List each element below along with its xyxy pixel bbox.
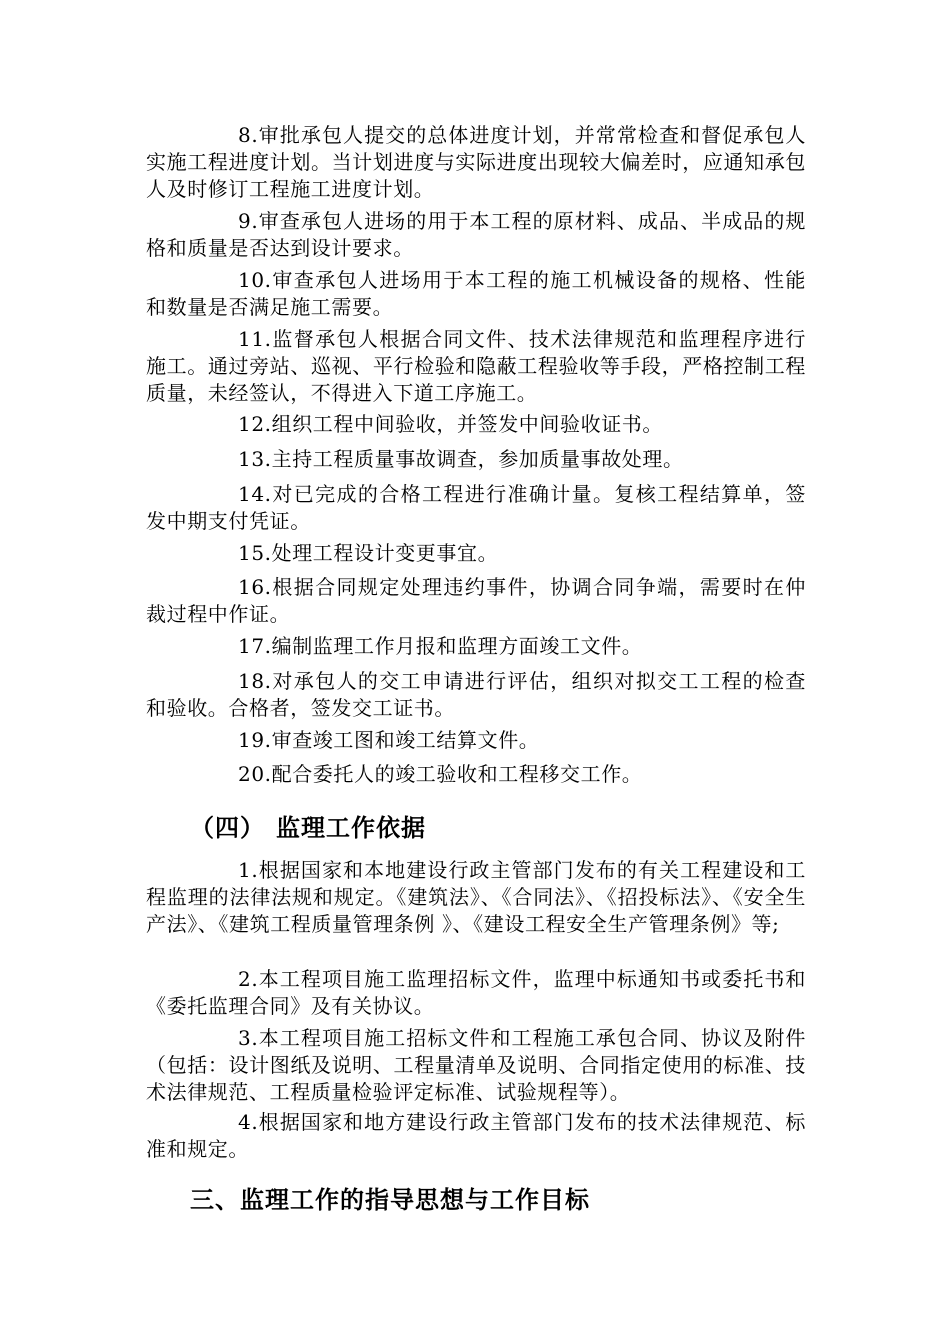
item-text: 审批承包人提交的总体进度计划，并常常检查和督促承包人实施工程进度计划。当计划进度与实际进度出现较大偏差时，应通知承包人及时修订工程施工进度计划。 (146, 123, 806, 201)
item-number: 14. (238, 482, 272, 506)
item-text: 根据国家和本地建设行政主管部门发布的有关工程建设和工程监理的法律法规和规定。《建筑法》、《合同法》、《招投标法》、《安全生产法》、《建筑工程质量管理条例 》、《建设工程安全生产管理条例》等; (146, 858, 806, 936)
duty-item-20 (146, 761, 806, 788)
item-text: 根据国家和地方建设行政主管部门发布的技术法律规范、标准和规定。 (146, 1110, 806, 1161)
item-text: 配合委托人的竣工验收和工程移交工作。 (271, 762, 643, 786)
item-text: 根据合同规定处理违约事件，协调合同争端，需要时在仲裁过程中作证。 (146, 575, 806, 626)
duty-item-19 (146, 727, 806, 754)
item-number: 10. (238, 268, 272, 292)
duty-item-8 (146, 122, 806, 203)
item-number: 13. (238, 447, 272, 471)
section-number: （四） (190, 814, 265, 842)
item-text: 本工程项目施工招标文件和工程施工承包合同、协议及附件（包括：设计图纸及说明、工程量清单及说明、合同指定使用的标准、技术法律规范、工程质量检验评定标准、试验规程等）。 (146, 1026, 806, 1104)
duty-item-16 (146, 574, 806, 628)
item-number: 17. (238, 634, 272, 658)
duty-item-9 (146, 208, 806, 262)
duty-item-12 (146, 411, 806, 438)
basis-item-3 (146, 1025, 806, 1106)
section-title: 监理工作依据 (276, 814, 426, 842)
basis-item-2 (146, 966, 806, 1020)
item-text: 审查竣工图和竣工结算文件。 (271, 728, 540, 752)
item-number: 12. (238, 412, 272, 436)
duty-item-10 (146, 267, 806, 321)
section-title: 三、监理工作的指导思想与工作目标 (190, 1186, 590, 1214)
item-number: 11. (238, 327, 272, 351)
item-number: 19. (238, 728, 272, 752)
item-number: 9. (238, 209, 259, 233)
item-text: 对已完成的合格工程进行准确计量。复核工程结算单，签发中期支付凭证。 (146, 482, 806, 533)
item-text: 本工程项目施工监理招标文件，监理中标通知书或委托书和《委托监理合同》及有关协议。 (146, 967, 806, 1018)
item-text: 主持工程质量事故调查，参加质量事故处理。 (271, 447, 684, 471)
item-number: 3. (238, 1026, 259, 1050)
duty-item-15 (146, 540, 806, 567)
item-text: 编制监理工作月报和监理方面竣工文件。 (271, 634, 643, 658)
item-number: 2. (238, 967, 259, 991)
section-heading-four (190, 808, 426, 843)
item-number: 1. (238, 858, 259, 882)
item-number: 20. (238, 762, 272, 786)
item-text: 处理工程设计变更事宜。 (271, 541, 499, 565)
duty-item-18 (146, 668, 806, 722)
item-number: 18. (238, 669, 272, 693)
item-number: 4. (238, 1110, 259, 1134)
section-heading-three (190, 1180, 590, 1215)
item-number: 15. (238, 541, 272, 565)
basis-item-4 (146, 1109, 806, 1163)
duty-item-14 (146, 481, 806, 535)
item-text: 组织工程中间验收，并签发中间验收证书。 (271, 412, 664, 436)
item-text: 对承包人的交工申请进行评估，组织对拟交工工程的检查和验收。合格者，签发交工证书。 (146, 669, 806, 720)
item-text: 审查承包人进场用于本工程的施工机械设备的规格、性能和数量是否满足施工需要。 (146, 268, 806, 319)
duty-item-13 (146, 446, 806, 473)
item-number: 8. (238, 123, 259, 147)
item-text: 监督承包人根据合同文件、技术法律规范和监理程序进行施工。通过旁站、巡视、平行检验和隐蔽工程验收等手段，严格控制工程质量，未经签认，不得进入下道工序施工。 (146, 327, 806, 405)
item-number: 16. (238, 575, 272, 599)
item-text: 审查承包人进场的用于本工程的原材料、成品、半成品的规格和质量是否达到设计要求。 (146, 209, 806, 260)
duty-item-17 (146, 633, 806, 660)
basis-item-1 (146, 857, 806, 938)
duty-item-11 (146, 326, 806, 407)
